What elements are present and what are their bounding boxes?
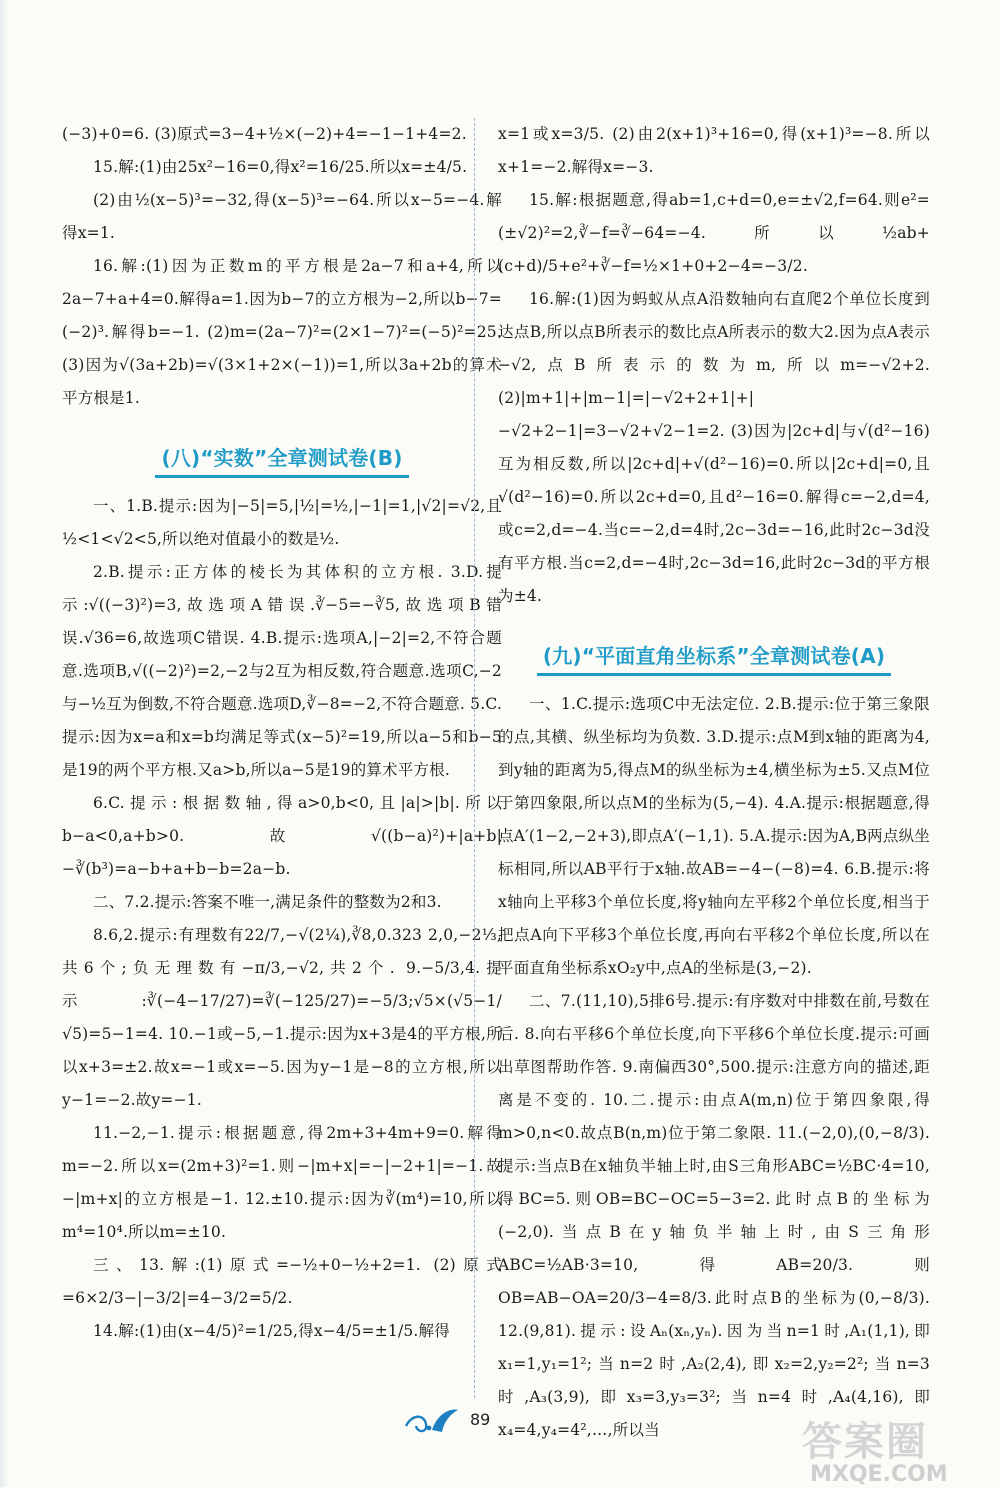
answer-paragraph: 8.6,2.提示:有理数有22/7,−√(2¼),∛8,0.323 2,0,−2⅓,共6个;负无理数有−π/3,−√2,共2个. 9.−5/3,4.提示:∛(−4−17/27)=∛(−125/27)=−5/3;√5×(√5−1/√5)=5−1=4. 10.−1或−5,−1.提示:因为x+3是4的平方根,所以x+3=±2.故x=−1或x=−5.因为y−1是−8的立方根,所以y−1=−2.故y=−1.: [62, 926, 502, 1109]
section-heading-wrap: [62, 441, 502, 478]
answer-paragraph: 15.解:根据题意,得ab=1,c+d=0,e=±√2,f=64.则e²=(±√2)²=2,∛−f=∛−64=−4.所以½ab+(c+d)/5+e²+∛−f=½×1+0+2−4=−3/2.: [498, 191, 930, 275]
watermark: [772, 1418, 972, 1488]
answer-paragraph: 三、13.解:(1)原式=−½+0−½+2=1. (2)原式=6×2/3−|−3/2|=4−3/2=5/2.: [62, 1256, 502, 1307]
answer-paragraph: 二、7.(11,10),5排6号.提示:有序数对中排数在前,号数在后. 8.向右平移6个单位长度,向下平移6个单位长度.提示:可画出草图帮助作答. 9.南偏西30°,500.提示:注意方向的描述,距离是不变的. 10.二.提示:由点A(m,n)位于第四象限,得m>0,n<0.故点B(n,m)位于第二象限. 11.(−2,0),(0,−8/3).提示:当点B在x轴负半轴上时,由S三角形ABC=½BC·4=10,得BC=5.则OB=BC−OC=5−3=2.此时点B的坐标为(−2,0).当点B在y轴负半轴上时,由S三角形ABC=½AB·3=10,得AB=20/3.则OB=AB−OA=20/3−4=8/3.此时点B的坐标为(0,−8/3). 12.(9,81).提示:设Aₙ(xₙ,yₙ).因为当n=1时,A₁(1,1),即x₁=1,y₁=1²;当n=2时,A₂(2,4),即x₂=2,y₂=2²;当n=3时,A₃(3,9),即x₃=3,y₃=3²;当n=4时,A₄(4,16),即x₄=4,y₄=4²,…,所以当: [498, 992, 930, 1439]
watermark-logo: 答案圈: [802, 1419, 928, 1465]
watermark-url: MXQE.COM: [810, 1462, 948, 1487]
left-column: [62, 118, 502, 1348]
answer-paragraph: 16.解:(1)因为蚂蚁从点A沿数轴向右直爬2个单位长度到达点B,所以点B所表示的数比点A所表示的数大2.因为点A表示−√2,点B所表示的数为m,所以m=−√2+2. (2)|m+1|+|m−1|=|−√2+2+1|+|−√2+2−1|=3−√2+√2−1=2. (3)因为|2c+d|与√(d²−16)互为相反数,所以|2c+d|+√(d²−16)=0.所以|2c+d|=0,且√(d²−16)=0.所以2c+d=0,且d²−16=0.解得c=−2,d=4,或c=2,d=−4.当c=−2,d=4时,2c−3d=−16,此时2c−3d没有平方根.当c=2,d=−4时,2c−3d=16,此时2c−3d的平方根为±4.: [498, 290, 930, 605]
page-number: 89: [470, 1410, 491, 1429]
section-heading: (九)“平面直角坐标系”全章测试卷(A): [537, 639, 891, 676]
answer-paragraph: (−3)+0=6. (3)原式=3−4+½×(−2)+4=−1−1+4=2.: [62, 125, 467, 143]
answer-paragraph: 14.解:(1)由(x−4/5)²=1/25,得x−4/5=±1/5.解得: [93, 1322, 450, 1340]
answer-paragraph: 11.−2,−1.提示:根据题意,得2m+3+4m+9=0.解得m=−2.所以x=(2m+3)²=1.则−|m+x|=−|−2+1|=−1.故−|m+x|的立方根是−1. 12.±10.提示:因为∛(m⁴)=10,所以m⁴=10⁴.所以m=±10.: [62, 1124, 502, 1241]
answer-paragraph: 16.解:(1)因为正数m的平方根是2a−7和a+4,所以2a−7+a+4=0.解得a=1.因为b−7的立方根为−2,所以b−7=(−2)³.解得b=−1. (2)m=(2a−7)²=(2×1−7)²=(−5)²=25. (3)因为√(3a+2b)=√(3×1+2×(−1))=1,所以3a+2b的算术平方根是1.: [62, 257, 502, 407]
answer-paragraph: 15.解:(1)由25x²−16=0,得x²=16/25.所以x=±4/5.: [93, 158, 468, 176]
answer-paragraph: 一、1.B.提示:因为|−5|=5,|½|=½,|−1|=1,|√2|=√2,且½<1<√2<5,所以绝对值最小的数是½.: [62, 497, 502, 548]
answer-paragraph: x=1或x=3/5. (2)由2(x+1)³+16=0,得(x+1)³=−8.所以x+1=−2.解得x=−3.: [498, 125, 930, 176]
column-divider: [474, 118, 475, 1398]
answer-paragraph: 6.C.提示:根据数轴,得a>0,b<0,且|a|>|b|.所以b−a<0,a+b>0.故√((b−a)²)+|a+b|−∛(b³)=a−b+a+b−b=2a−b.: [62, 794, 502, 878]
swirl-ornament-icon: [402, 1406, 462, 1436]
answer-paragraph: 2.B.提示:正方体的棱长为其体积的立方根. 3.D.提示:√((−3)²)=3,故选项A错误.∛−5=−∛5,故选项B错误.√36=6,故选项C错误. 4.B.提示:选项A,|−2|=2,不符合题意.选项B,√((−2)²)=2,−2与2互为相反数,符合题意.选项C,−2与−½互为倒数,不符合题意.选项D,∛−8=−2,不符合题意. 5.C.提示:因为x=a和x=b均满足等式(x−5)²=19,所以a−5和b−5是19的两个平方根.又a>b,所以a−5是19的算术平方根.: [62, 563, 502, 779]
answer-paragraph: 二、7.2.提示:答案不唯一,满足条件的整数为2和3.: [93, 893, 442, 911]
answer-paragraph: (2)由½(x−5)³=−32,得(x−5)³=−64.所以x−5=−4.解得x=1.: [62, 191, 502, 242]
right-column: [498, 118, 930, 1447]
answer-paragraph: 一、1.C.提示:选项C中无法定位. 2.B.提示:位于第三象限的点,其横、纵坐标均为负数. 3.D.提示:点M到x轴的距离为4,到y轴的距离为5,得点M的纵坐标为±4,横坐标为±5.又点M位于第四象限,所以点M的坐标为(5,−4). 4.A.提示:根据题意,得点A′(1−2,−2+3),即点A′(−1,1). 5.A.提示:因为A,B两点纵坐标相同,所以AB平行于x轴.故AB=−4−(−8)=4. 6.B.提示:将x轴向上平移3个单位长度,将y轴向左平移2个单位长度,相当于把点A向下平移3个单位长度,再向右平移2个单位长度,所以在平面直角坐标系xO₂y中,点A的坐标是(3,−2).: [498, 695, 930, 977]
page-edge-shadow: [0, 0, 8, 1487]
section-heading-wrap: [498, 639, 930, 676]
section-heading: (八)“实数”全章测试卷(B): [155, 441, 408, 478]
